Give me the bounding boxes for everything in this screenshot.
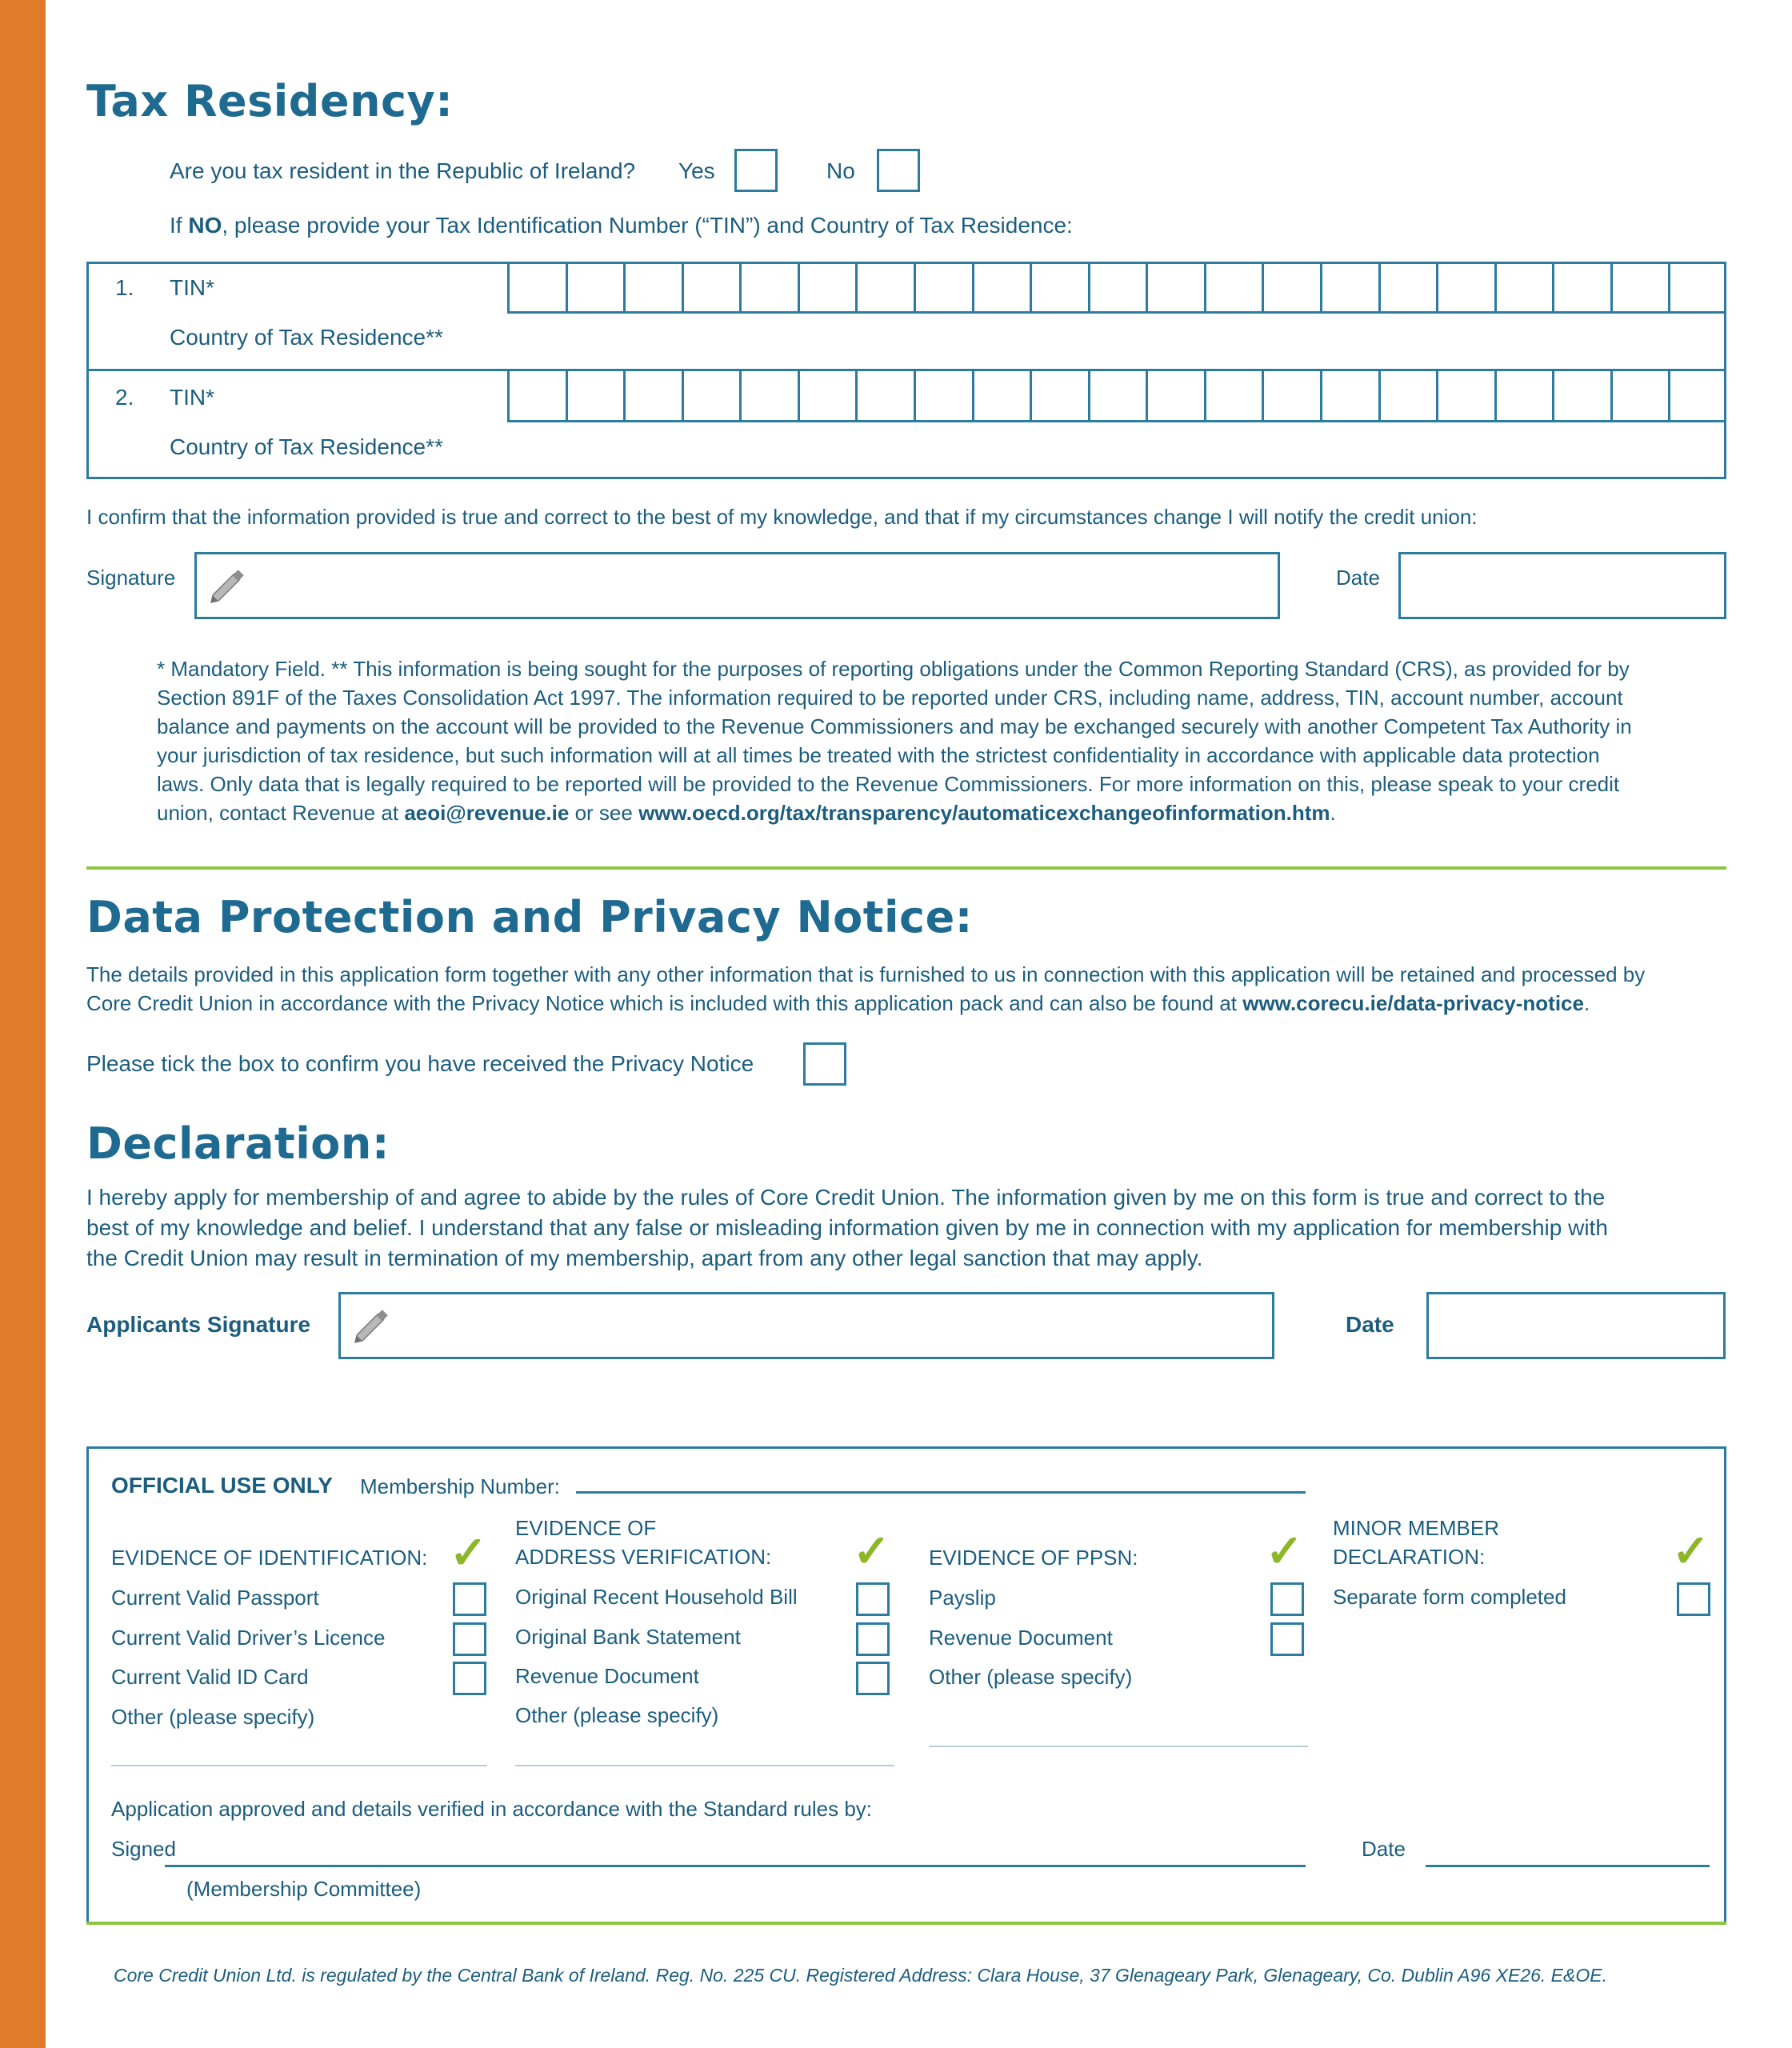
official-date-line[interactable]: [1426, 1865, 1710, 1867]
privacy-text: The details provided in this application form together with any other information that is furnished to us in connection with this application will be retained and processed by Core Credit Union in accordance with the Privacy Notice which is included with this application pack and can also be found at www.corecu.ie/data-privacy-notice.: [86, 962, 1646, 1015]
id-item: Current Valid ID Card: [111, 1665, 309, 1689]
payslip-checkbox[interactable]: [1270, 1582, 1304, 1616]
licence-checkbox[interactable]: [453, 1622, 486, 1656]
separate-form-checkbox[interactable]: [1677, 1582, 1710, 1616]
bank-statement-checkbox[interactable]: [856, 1622, 890, 1656]
tin-char-box[interactable]: [1146, 369, 1204, 420]
tin-char-box[interactable]: [1494, 369, 1553, 420]
signature-label: Signature: [86, 566, 176, 590]
pen-icon: [347, 1301, 397, 1350]
privacy-checkbox[interactable]: [803, 1042, 846, 1086]
tin-char-box[interactable]: [972, 369, 1030, 420]
yes-label: Yes: [678, 158, 715, 183]
tin-char-box[interactable]: [1378, 262, 1437, 313]
membership-number-label: Membership Number:: [360, 1474, 560, 1498]
tin-char-box[interactable]: [972, 262, 1030, 313]
tin-char-box[interactable]: [1610, 262, 1669, 313]
applicant-signature-label: Applicants Signature: [86, 1312, 311, 1337]
signed-label: Signed: [111, 1837, 176, 1861]
official-date-label: Date: [1362, 1837, 1406, 1861]
privacy-tick-label: Please tick the box to confirm you have received the Privacy Notice: [86, 1051, 754, 1076]
tin-char-box[interactable]: [739, 262, 798, 313]
address-item: Original Recent Household Bill: [515, 1585, 798, 1609]
ppsn-item: Other (please specify): [929, 1665, 1133, 1689]
tin-char-box[interactable]: [1030, 262, 1088, 313]
row-number: 2.: [115, 385, 134, 410]
applicant-date-label: Date: [1346, 1312, 1394, 1337]
signed-line[interactable]: [165, 1865, 1306, 1867]
applicant-signature-field[interactable]: [338, 1292, 1274, 1359]
id-other-line[interactable]: [111, 1765, 487, 1766]
checkmark-icon: ✓: [1266, 1526, 1303, 1576]
id-card-checkbox[interactable]: [453, 1662, 486, 1695]
checkmark-icon: ✓: [1672, 1526, 1710, 1576]
evidence-address-heading: EVIDENCE OF ADDRESS VERIFICATION:: [515, 1516, 772, 1569]
date-field[interactable]: [1398, 552, 1726, 619]
tin-char-box[interactable]: [566, 262, 624, 313]
signature-field[interactable]: [194, 552, 1280, 619]
tin-char-box[interactable]: [682, 369, 740, 420]
id-item: Current Valid Passport: [111, 1586, 319, 1610]
tin-char-box[interactable]: [1320, 262, 1378, 313]
tin-char-box[interactable]: [1610, 369, 1669, 420]
tin-character-boxes-2[interactable]: [507, 369, 1726, 420]
tin-char-box[interactable]: [1668, 369, 1726, 420]
tin-char-box[interactable]: [798, 369, 856, 420]
country-input-1[interactable]: [507, 311, 1726, 369]
tin-character-boxes-1[interactable]: [507, 262, 1726, 313]
tin-char-box[interactable]: [855, 369, 914, 420]
tin-char-box[interactable]: [1262, 262, 1320, 313]
no-checkbox[interactable]: [877, 149, 920, 192]
committee-label: (Membership Committee): [186, 1877, 422, 1901]
minor-item: Separate form completed: [1333, 1585, 1566, 1609]
evidence-ppsn-heading: EVIDENCE OF PPSN:: [929, 1546, 1138, 1570]
tax-residency-title: Tax Residency:: [86, 76, 454, 126]
tin-char-box[interactable]: [914, 262, 972, 313]
household-bill-checkbox[interactable]: [856, 1582, 890, 1616]
tax-resident-question: Are you tax resident in the Republic of Ireland?: [170, 158, 636, 183]
tin-char-box[interactable]: [1552, 369, 1610, 420]
date-label: Date: [1336, 566, 1380, 590]
declaration-title: Declaration:: [86, 1118, 390, 1169]
tin-char-box[interactable]: [1030, 369, 1088, 420]
checkmark-icon: ✓: [853, 1526, 890, 1576]
orange-sidebar: [0, 0, 46, 2048]
tin-char-box[interactable]: [1320, 369, 1378, 420]
yes-checkbox[interactable]: [734, 149, 778, 192]
confirm-statement: I confirm that the information provided is true and correct to the best of my knowledge, and that if my circumstances change I will notify the credit union:: [86, 505, 1478, 529]
address-item: Revenue Document: [515, 1664, 699, 1688]
tin-char-box[interactable]: [1204, 262, 1262, 313]
country-label: Country of Tax Residence**: [170, 325, 443, 350]
tin-char-box[interactable]: [739, 369, 798, 420]
ppsn-item: Revenue Document: [929, 1626, 1113, 1650]
privacy-title: Data Protection and Privacy Notice:: [86, 892, 973, 942]
if-no-instruction: If NO, please provide your Tax Identification Number (“TIN”) and Country of Tax Residence:: [170, 213, 1073, 238]
revenue-document-checkbox[interactable]: [856, 1662, 890, 1695]
tin-char-box[interactable]: [507, 369, 566, 420]
checkmark-icon: ✓: [450, 1527, 487, 1578]
tin-char-box[interactable]: [623, 262, 682, 313]
official-bottom-rule: [86, 1922, 1726, 1925]
privacy-notice-link[interactable]: www.corecu.ie/data-privacy-notice: [1242, 991, 1584, 1015]
tin-char-box[interactable]: [682, 262, 740, 313]
passport-checkbox[interactable]: [453, 1582, 486, 1616]
no-label: No: [826, 158, 855, 183]
id-item: Other (please specify): [111, 1705, 315, 1729]
ppsn-item: Payslip: [929, 1586, 996, 1610]
tin-label: TIN*: [170, 385, 214, 410]
address-item: Other (please specify): [515, 1703, 719, 1727]
tin-char-box[interactable]: [1668, 262, 1726, 313]
applicant-date-field[interactable]: [1426, 1292, 1726, 1359]
tin-char-box[interactable]: [1204, 369, 1262, 420]
revenue-email-link[interactable]: aeoi@revenue.ie: [404, 801, 570, 825]
row-number: 1.: [115, 275, 134, 300]
evidence-identification-heading: EVIDENCE OF IDENTIFICATION:: [111, 1546, 428, 1570]
address-other-line[interactable]: [515, 1765, 894, 1766]
country-label: Country of Tax Residence**: [170, 434, 443, 459]
declaration-text: I hereby apply for membership of and agree to abide by the rules of Core Credit Union. The information given by me on this form is true and correct to the best of my knowledge and belief. I understand that any false or misleading information given by me in connection with my application for membership with the Credit Union may result in termination of my membership, apart from any other legal sanction that may apply.: [86, 1185, 1608, 1270]
tin-char-box[interactable]: [855, 262, 914, 313]
country-input-2[interactable]: [507, 420, 1726, 478]
tin-char-box[interactable]: [1088, 369, 1146, 420]
section-divider: [86, 866, 1726, 870]
address-item: Original Bank Statement: [515, 1625, 741, 1649]
official-use-title: OFFICIAL USE ONLY: [111, 1473, 333, 1498]
membership-number-line[interactable]: [576, 1491, 1306, 1494]
tin-char-box[interactable]: [914, 369, 972, 420]
tin-char-box[interactable]: [798, 262, 856, 313]
approval-statement: Application approved and details verified in accordance with the Standard rules by:: [111, 1797, 873, 1821]
tin-char-box[interactable]: [1436, 369, 1494, 420]
tin-char-box[interactable]: [1378, 369, 1437, 420]
tin-char-box[interactable]: [1436, 262, 1494, 313]
tin-char-box[interactable]: [1146, 262, 1204, 313]
tin-char-box[interactable]: [1262, 369, 1320, 420]
ppsn-other-line[interactable]: [929, 1746, 1308, 1747]
ppsn-revenue-checkbox[interactable]: [1270, 1622, 1304, 1656]
crs-footnote: * Mandatory Field. ** This information is being sought for the purposes of reporting obligations under the Common Reporting Standard (CRS), as provided for by Section 891F of the Taxes Consolidation Act 1997. The information required to be reported under CRS, including name, address, TIN, account number, account balance and payments on the account will be provided to the Revenue Commissioners and may be exchanged securely with another Competent Tax Authority in your jurisdiction of tax residence, but such information will at all times be treated with the strictest confidentiality in accordance with applicable data protection laws. Only data that is legally required to be reported will be provided to the Revenue Commissioners. For more information on this, please speak to your credit union, contact Revenue at aeoi@revenue.ie or see www.oecd.org/tax/transparency/automaticexchangeofinformation.htm.: [157, 657, 1632, 825]
tin-char-box[interactable]: [1494, 262, 1553, 313]
oecd-link[interactable]: www.oecd.org/tax/transparency/automaticexchangeofinformation.htm: [638, 801, 1330, 825]
id-item: Current Valid Driver’s Licence: [111, 1626, 386, 1650]
pen-icon: [203, 561, 253, 610]
tin-char-box[interactable]: [1088, 262, 1146, 313]
minor-member-heading: MINOR MEMBER DECLARATION:: [1333, 1516, 1499, 1569]
footer-regulatory-text: Core Credit Union Ltd. is regulated by the Central Bank of Ireland. Reg. No. 225 CU. Registered Address: Clara House, 37 Glenageary Park, Glenageary, Co. Dublin A96 XE26. E&OE.: [114, 1965, 1607, 1986]
tin-char-box[interactable]: [1552, 262, 1610, 313]
tin-char-box[interactable]: [623, 369, 682, 420]
tin-label: TIN*: [170, 275, 214, 300]
tin-char-box[interactable]: [507, 262, 566, 313]
tin-char-box[interactable]: [566, 369, 624, 420]
